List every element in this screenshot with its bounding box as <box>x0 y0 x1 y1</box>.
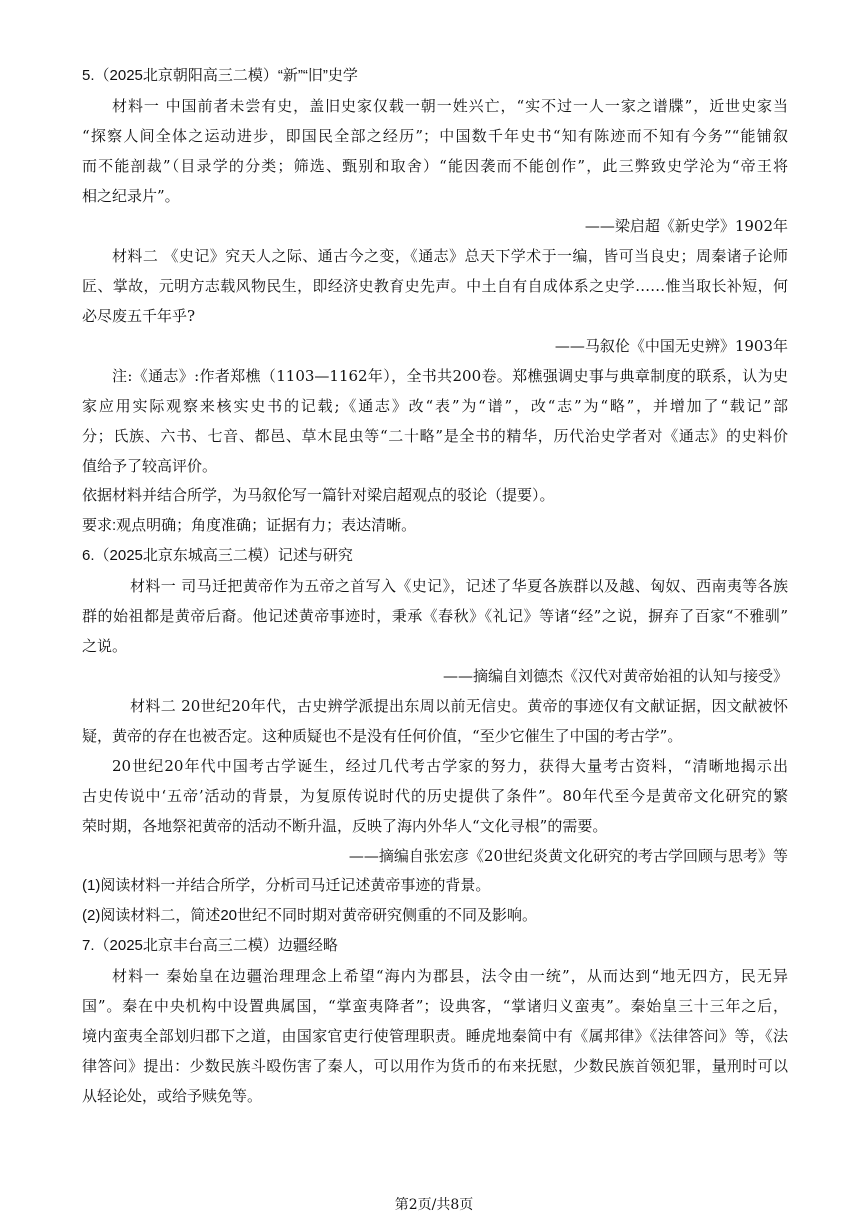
q5-material-2-line-1: 材料二 《史记》究天人之际、通古今之变，《通志》总天下学术于一编，皆可当良史；周秦诸子论师 <box>112 247 788 265</box>
q7-material-1-line-4: 律答问》提出：少数民族斗殴伤害了秦人，可以用作为货币的布来抚慰，少数民族首领犯罪，量刑时可以 <box>82 1057 788 1075</box>
q5-note-line-4: 值给予了较高评价。 <box>82 457 218 475</box>
q5-task: 依据材料并结合所学，为马叙伦写一篇针对梁启超观点的驳论（提要）。 <box>82 487 555 504</box>
q5-source-2: ——马叙伦《中国无史辨》1903年 <box>554 337 788 355</box>
q6-source-2: ——摘编自张宏彦《20世纪炎黄文化研究的考古学回顾与思考》等 <box>348 847 788 865</box>
q6-material-2-line-3: 20世纪20年代中国考古学诞生，经过几代考古学家的努力，获得大量考古资料，“清晰地揭示出 <box>112 757 788 775</box>
q6-material-2-line-5: 荣时期，各地祭祀黄帝的活动不断升温，反映了海内外华人“文化寻根”的需要。 <box>82 817 608 835</box>
q6-subquestion-2: (2)阅读材料二，简述20世纪不同时期对黄帝研究侧重的不同及影响。 <box>82 907 538 924</box>
q6-material-1-line-1: 材料一 司马迁把黄帝作为五帝之首写入《史记》，记述了华夏各族群以及越、匈奴、西南夷等各族 <box>130 577 788 595</box>
q6-material-2-line-4: 古史传说中‘五帝’活动的背景，为复原传说时代的历史提供了条件”。80年代至今是黄帝文化研究的繁 <box>82 787 788 805</box>
q6-source-1: ——摘编自刘德杰《汉代对黄帝始祖的认知与接受》 <box>442 667 788 685</box>
question-5-header: 5.（2025北京朝阳高三二模）“新”“旧”史学 <box>82 67 358 84</box>
q6-material-2-line-1: 材料二 20世纪20年代，古史辨学派提出东周以前无信史。黄帝的事迹仅有文献证据，因文献被怀 <box>130 697 788 715</box>
q7-material-1-line-3: 境内蛮夷全部划归郡下之道，由国家官吏行使管理职责。睡虎地秦简中有《属邦律》《法律答问》等，《法 <box>82 1027 788 1045</box>
q5-note-line-1: 注:《通志》:作者郑樵（1103—1162年），全书共200卷。郑樵强调史事与典章制度的联系，认为史 <box>112 367 788 385</box>
q5-material-1-line-2: “探察人间全体之运动进步，即国民全部之经历”；中国数千年史书“知有陈迹而不知有今务”“能铺叙 <box>82 127 788 145</box>
q6-subquestion-1: (1)阅读材料一并结合所学，分析司马迁记述黄帝事迹的背景。 <box>82 877 491 894</box>
q7-material-1-line-2: 国”。秦在中央机构中设置典属国，“掌蛮夷降者”；设典客，“掌诸归义蛮夷”。秦始皇三十三年之后， <box>82 997 788 1015</box>
q6-material-1-line-3: 之说。 <box>82 637 128 655</box>
q5-material-1-line-3: 而不能剖裁”（目录学的分类；筛选、甄别和取舍）“能因袭而不能创作”，此三弊致史学沦为“帝王将 <box>82 157 788 175</box>
q5-requirements: 要求:观点明确；角度准确；证据有力；表达清晰。 <box>82 517 417 534</box>
q6-material-2-line-2: 疑，黄帝的存在也被否定。这种质疑也不是没有任何价值，“至少它催生了中国的考古学”。 <box>82 727 683 745</box>
question-7-header: 7.（2025北京丰台高三二模）边疆经略 <box>82 937 338 954</box>
q5-material-1-line-1: 材料一 中国前者未尝有史，盖旧史家仅载一朝一姓兴亡，“实不过一人一家之谱牒”，近世史家当 <box>112 97 788 115</box>
page-number: 第2页/共8页 <box>394 1197 474 1213</box>
q5-material-2-line-2: 匠、掌故，元明方志载风物民生，即经济史教育史先声。中土自有自成体系之史学……惟当取长补短，何 <box>82 277 788 295</box>
q5-material-2-line-3: 必尽废五千年乎? <box>82 307 196 325</box>
q5-note-line-3: 分；氏族、六书、七音、都邑、草木昆虫等“二十略”是全书的精华，历代治史学者对《通志》的史料价 <box>82 427 788 445</box>
q6-material-1-line-2: 群的始祖都是黄帝后裔。他记述黄帝事迹时，秉承《春秋》《礼记》等诸“经”之说，摒弃了百家“不雅驯” <box>82 607 788 625</box>
q5-material-1-line-4: 相之纪录片”。 <box>82 187 180 205</box>
question-6-header: 6.（2025北京东城高三二模）记述与研究 <box>82 547 353 564</box>
q7-material-1-line-1: 材料一 秦始皇在边疆治理理念上希望“海内为郡县，法令由一统”，从而达到“地无四方，民无异 <box>112 967 788 985</box>
q5-source-1: ——梁启超《新史学》1902年 <box>584 217 788 235</box>
q7-material-1-line-5: 从轻论处，或给予赎免等。 <box>82 1087 263 1105</box>
q5-note-line-2: 家应用实际观察来核实史书的记载;《通志》改“表”为“谱”，改“志”为“略”，并增加了“载记”部 <box>82 397 788 415</box>
